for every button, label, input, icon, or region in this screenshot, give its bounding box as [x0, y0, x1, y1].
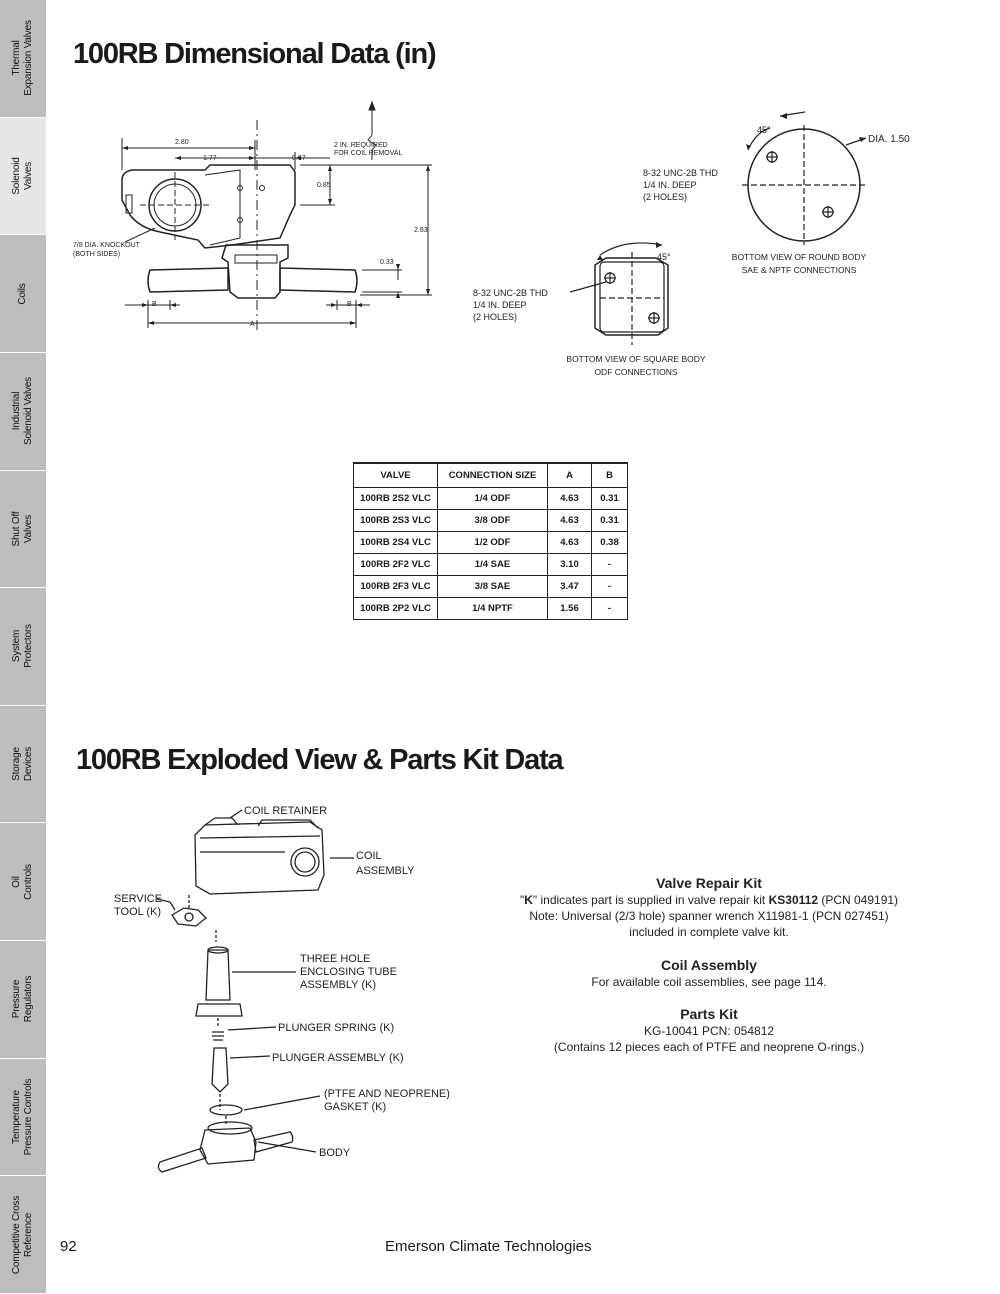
table-row — [354, 553, 628, 575]
knockout-note-2: (BOTH SIDES) — [73, 251, 121, 258]
label-service-tool-1: SERVICE — [114, 893, 163, 905]
section-tab-label: Coils — [17, 282, 28, 305]
service-tool-part — [172, 908, 206, 926]
table-cell: 4.63 — [548, 531, 592, 553]
valve-body-outline — [222, 245, 288, 298]
valve-repair-kit-section — [500, 874, 918, 940]
connection-tubes — [148, 268, 228, 292]
thd-bot-1: 8-32 UNC-2B THD — [473, 288, 548, 298]
section-tab-label: System Protectors — [11, 624, 34, 669]
dim-b-right: B — [347, 301, 352, 308]
table-cell: - — [592, 597, 628, 619]
label-tube-3: ASSEMBLY (K) — [300, 979, 377, 991]
label-coil-assembly-1: COIL — [356, 850, 382, 862]
table-cell: 1/4 SAE — [438, 553, 548, 575]
thd-top-1: 8-32 UNC-2B THD — [643, 168, 718, 178]
plunger-spring-part — [212, 1032, 224, 1040]
section-tab[interactable] — [0, 471, 46, 589]
square-body-outline — [595, 258, 668, 335]
valve-coil-outline — [122, 165, 295, 248]
thd-top-3: (2 HOLES) — [643, 192, 688, 202]
thd-top-2: 1/4 IN. DEEP — [643, 180, 697, 190]
dimension-table — [353, 462, 628, 620]
coil-removal-note-2: FOR COIL REMOVAL — [334, 150, 403, 157]
label-body: BODY — [319, 1147, 351, 1159]
round-angle-label: 45° — [757, 125, 771, 135]
page-number: 92 — [60, 1238, 77, 1255]
section-tab-label: Oil Controls — [11, 863, 34, 900]
section-tab-label: Industrial Solenoid Valves — [11, 377, 34, 446]
table-cell: 0.31 — [592, 487, 628, 509]
table-cell: - — [592, 553, 628, 575]
parts-kit-line-2: (Contains 12 pieces each of PTFE and neoprene O-rings.) — [553, 1040, 865, 1054]
table-header: CONNECTION SIZE — [438, 463, 548, 487]
section-tab-label: Pressure Regulators — [11, 976, 34, 1023]
dim-1-77: 1.77 — [203, 155, 217, 162]
dim-2-80: 2.80 — [175, 139, 189, 146]
enclosing-tube-part — [206, 950, 230, 1000]
dia-label: DIA. 1.50 — [868, 134, 910, 145]
section-tab-label: Competitive Cross Reference — [11, 1195, 34, 1274]
section-tab[interactable] — [0, 588, 46, 706]
table-cell: 100RB 2S2 VLC — [354, 487, 438, 509]
valve-repair-kit-line-2: Note: Universal (2/3 hole) spanner wrench X11981-1 (PCN 027451) — [529, 909, 889, 923]
dim-0-85: 0.85 — [317, 182, 331, 189]
table-row — [354, 575, 628, 597]
label-service-tool-2: TOOL (K) — [114, 906, 162, 918]
table-cell: 1/4 NPTF — [438, 597, 548, 619]
parts-kit-heading: Parts Kit — [680, 1006, 738, 1022]
table-cell: 1.56 — [548, 597, 592, 619]
dimensional-drawing — [0, 0, 1000, 420]
kit-marker: K — [524, 893, 533, 907]
label-coil-retainer: COIL RETAINER — [244, 805, 328, 817]
table-cell: 100RB 2F2 VLC — [354, 553, 438, 575]
table-row — [354, 531, 628, 553]
exploded-view-drawing — [0, 790, 480, 1180]
table-cell: 100RB 2S3 VLC — [354, 509, 438, 531]
section-tab-label: Shut Off Valves — [11, 511, 34, 547]
section-tab-label: Thermal Expansion Valves — [11, 20, 34, 97]
table-cell: 4.63 — [548, 487, 592, 509]
table-row — [354, 509, 628, 531]
valve-repair-kit-heading: Valve Repair Kit — [656, 875, 762, 891]
table-row — [354, 487, 628, 509]
table-cell: 4.63 — [548, 509, 592, 531]
coil-assembly-heading: Coil Assembly — [661, 957, 757, 973]
dim-0-67: 0.67 — [292, 155, 306, 162]
square-angle-arc — [600, 243, 662, 255]
table-cell: 3/8 SAE — [438, 575, 548, 597]
label-gasket-1: (PTFE AND NEOPRENE) — [324, 1088, 450, 1100]
round-caption-1: BOTTOM VIEW OF ROUND BODY — [731, 252, 867, 262]
parts-kit-line-1: KG-10041 PCN: 054812 — [643, 1024, 775, 1038]
coil-assembly-line-1: For available coil assemblies, see page 114. — [591, 975, 827, 989]
gasket-part — [210, 1105, 242, 1115]
coil-removal-note-1: 2 IN. REQUIRED — [334, 142, 388, 149]
table-cell: 0.31 — [592, 509, 628, 531]
round-caption-2: SAE & NPTF CONNECTIONS — [741, 265, 857, 275]
table-header: VALVE — [354, 463, 438, 487]
table-cell: 1/4 ODF — [438, 487, 548, 509]
coil-part — [195, 822, 324, 894]
section-tab-label: Storage Devices — [11, 747, 34, 782]
table-cell: 3.10 — [548, 553, 592, 575]
plunger-part — [212, 1048, 228, 1092]
table-cell: 1/2 ODF — [438, 531, 548, 553]
label-tube-1: THREE HOLE — [300, 953, 371, 965]
section-tab-label: Solenoid Valves — [11, 157, 34, 195]
valve-repair-kit-line-1 — [500, 892, 918, 908]
valve-repair-kit-line-3: included in complete valve kit. — [629, 925, 789, 939]
dim-b-left: B — [152, 301, 157, 308]
table-row — [354, 597, 628, 619]
table-header-row — [354, 463, 628, 487]
dim-0-33: 0.33 — [380, 259, 394, 266]
table-cell: 100RB 2S4 VLC — [354, 531, 438, 553]
table-cell: 100RB 2P2 VLC — [354, 597, 438, 619]
kit-number: KS30112 — [768, 893, 818, 907]
table-cell: 3/8 ODF — [438, 509, 548, 531]
label-plunger-spring: PLUNGER SPRING (K) — [278, 1022, 395, 1034]
square-caption-2: ODF CONNECTIONS — [594, 367, 678, 377]
label-gasket-2: GASKET (K) — [324, 1101, 387, 1113]
table-header: A — [548, 463, 592, 487]
kit-text: " indicates part is supplied in valve repair kit — [532, 893, 769, 907]
section-tab-label: Temperature Pressure Controls — [11, 1078, 34, 1156]
parts-kit-section — [500, 1005, 918, 1055]
label-tube-2: ENCLOSING TUBE — [300, 966, 397, 978]
table-header: B — [592, 463, 628, 487]
table-cell: 100RB 2F3 VLC — [354, 575, 438, 597]
footer-company: Emerson Climate Technologies — [385, 1238, 592, 1255]
dim-a: A — [250, 321, 255, 328]
square-angle-label: 45° — [657, 252, 671, 262]
square-caption-1: BOTTOM VIEW OF SQUARE BODY — [566, 354, 706, 364]
label-coil-assembly-2: ASSEMBLY — [356, 865, 415, 877]
label-plunger-assembly: PLUNGER ASSEMBLY (K) — [272, 1052, 404, 1064]
dim-2-83: 2.83 — [414, 227, 428, 234]
thd-bot-2: 1/4 IN. DEEP — [473, 300, 527, 310]
knockout-note-1: 7/8 DIA. KNOCKOUT — [73, 242, 140, 249]
exploded-view-title: 100RB Exploded View & Parts Kit Data — [76, 744, 563, 776]
coil-assembly-section — [500, 956, 918, 990]
section-tab[interactable] — [0, 1176, 46, 1294]
table-cell: 0.38 — [592, 531, 628, 553]
thd-bot-3: (2 HOLES) — [473, 312, 518, 322]
dimensional-data-title: 100RB Dimensional Data (in) — [73, 38, 436, 70]
table-cell: - — [592, 575, 628, 597]
table-cell: 3.47 — [548, 575, 592, 597]
kit-pcn: (PCN 049191) — [818, 893, 899, 907]
quote-open: " — [519, 893, 525, 907]
